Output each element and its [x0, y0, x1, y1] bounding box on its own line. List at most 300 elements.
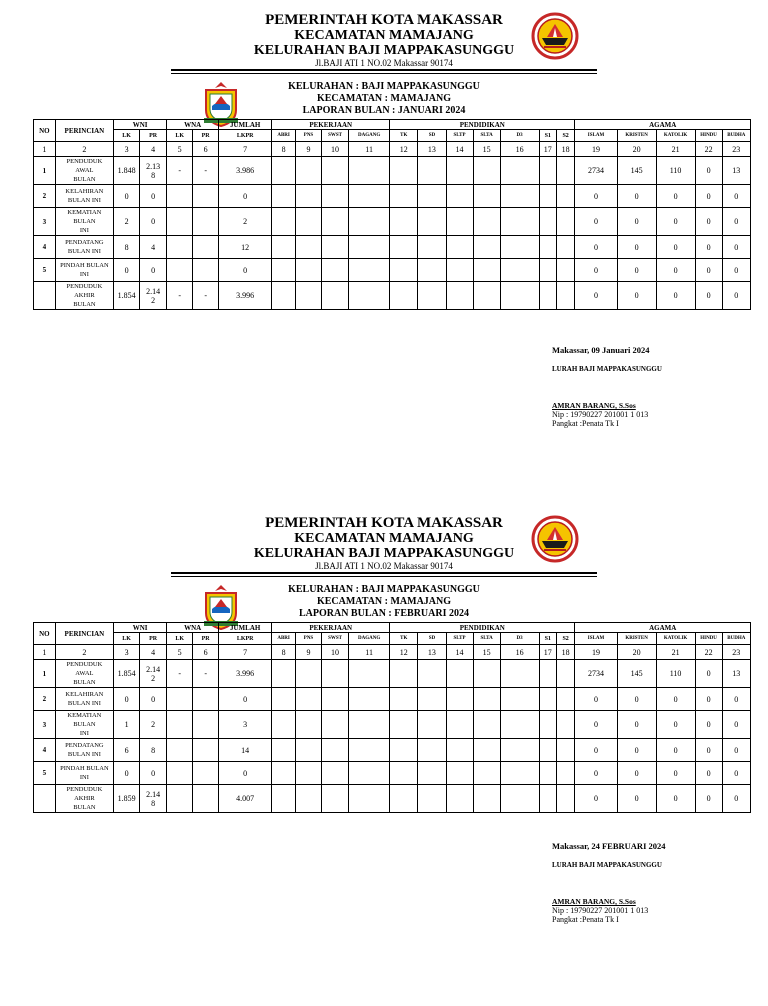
table-row: [34, 208, 751, 236]
column-number: 15: [473, 142, 500, 157]
cell-empty: [446, 660, 473, 688]
cell-empty: [446, 157, 473, 185]
cell-empty: [272, 236, 296, 259]
cell-empty: [539, 157, 556, 185]
cell-lkpr: 3.996: [219, 282, 272, 310]
column-number: 21: [656, 645, 695, 660]
cell-islam: 0: [575, 711, 617, 739]
column-number: 19: [575, 645, 617, 660]
cell-empty: [272, 282, 296, 310]
column-number: 4: [140, 645, 167, 660]
cell-empty: [349, 785, 390, 813]
column-number: 23: [722, 645, 750, 660]
cell-empty: [539, 259, 556, 282]
cell-empty: [500, 785, 539, 813]
cell-empty: [418, 688, 446, 711]
cell-empty: [272, 711, 296, 739]
cell-empty: [390, 208, 418, 236]
column-number-row: [34, 142, 751, 157]
cell-islam: 0: [575, 688, 617, 711]
header-rule-thin: [171, 576, 597, 577]
cell-empty: [473, 762, 500, 785]
cell-wna-lk: [167, 762, 193, 785]
cell-hindu: 0: [695, 739, 722, 762]
row-number: 3: [34, 711, 56, 739]
cell-empty: [321, 259, 348, 282]
cell-empty: [539, 185, 556, 208]
cell-empty: [321, 236, 348, 259]
cell-wni-pr: 2.14 2: [140, 282, 167, 310]
cell-empty: [390, 711, 418, 739]
sign-date: Makassar, 24 FEBRUARI 2024: [552, 841, 666, 851]
cell-hindu: 0: [695, 762, 722, 785]
sub-col-abri: ABRI: [272, 130, 296, 142]
cell-budha: 0: [722, 282, 750, 310]
header-rule-thin: [171, 73, 597, 74]
cell-empty: [473, 660, 500, 688]
cell-kristen: 0: [617, 785, 656, 813]
population-report-table: [33, 622, 751, 813]
column-number: 14: [446, 142, 473, 157]
cell-empty: [446, 785, 473, 813]
cell-wna-lk: [167, 208, 193, 236]
cell-empty: [500, 208, 539, 236]
column-number: 6: [193, 645, 219, 660]
cell-wni-lk: 2: [114, 208, 140, 236]
cell-lkpr: 12: [219, 236, 272, 259]
row-label: KELAHIRAN BULAN INI: [55, 185, 113, 208]
cell-empty: [349, 282, 390, 310]
cell-wna-pr: -: [193, 282, 219, 310]
header-district: KECAMATAN MAMAJANG: [294, 28, 474, 43]
cell-wni-pr: 2.13 8: [140, 157, 167, 185]
cell-empty: [446, 259, 473, 282]
cell-wni-pr: 0: [140, 259, 167, 282]
cell-budha: 0: [722, 711, 750, 739]
cell-wna-pr: -: [193, 660, 219, 688]
col-wni: WNI: [114, 120, 167, 130]
cell-empty: [473, 711, 500, 739]
cell-empty: [272, 208, 296, 236]
cell-empty: [390, 688, 418, 711]
cell-empty: [390, 282, 418, 310]
sign-title: LURAH BAJI MAPPAKASUNGGU: [552, 861, 662, 869]
cell-wna-pr: [193, 208, 219, 236]
col-wna: WNA: [167, 120, 219, 130]
row-label: PENDUDUK AKHIR BULAN: [55, 785, 113, 813]
cell-empty: [272, 259, 296, 282]
sub-col-pr: PR: [140, 633, 167, 645]
cell-wna-pr: [193, 785, 219, 813]
sub-col-sd: SD: [418, 130, 446, 142]
sign-rank: Pangkat :Penata Tk I: [552, 419, 619, 428]
cell-empty: [296, 282, 322, 310]
sub-col-dagang: DAGANG: [349, 633, 390, 645]
cell-empty: [539, 208, 556, 236]
cell-empty: [390, 762, 418, 785]
header-village: KELURAHAN BAJI MAPPAKASUNGGU: [253, 546, 515, 561]
cell-hindu: 0: [695, 711, 722, 739]
sub-col-pns: PNS: [296, 130, 322, 142]
sub-col-tk: TK: [390, 130, 418, 142]
header-address: Jl.BAJI ATI 1 NO.02 Makassar 90174: [315, 58, 453, 68]
cell-lkpr: 3.996: [219, 660, 272, 688]
sub-col-slta: SLTA: [473, 130, 500, 142]
cell-wna-pr: [193, 739, 219, 762]
cell-budha: 0: [722, 236, 750, 259]
sub-col-hindu: HINDU: [695, 130, 722, 142]
cell-empty: [272, 762, 296, 785]
cell-empty: [349, 208, 390, 236]
cell-wna-lk: [167, 785, 193, 813]
sign-nip: Nip : 19790227 201001 1 013: [552, 906, 649, 915]
column-number: 6: [193, 142, 219, 157]
row-label: PENDUDUK AWAL BULAN: [55, 660, 113, 688]
row-number: 1: [34, 157, 56, 185]
cell-empty: [556, 762, 574, 785]
cell-kristen: 145: [617, 157, 656, 185]
cell-wni-pr: 8: [140, 739, 167, 762]
cell-empty: [418, 208, 446, 236]
cell-wna-pr: [193, 236, 219, 259]
cell-empty: [556, 660, 574, 688]
cell-hindu: 0: [695, 282, 722, 310]
cell-empty: [500, 259, 539, 282]
cell-lkpr: 0: [219, 185, 272, 208]
header-government: PEMERINTAH KOTA MAKASSAR: [265, 12, 503, 28]
cell-budha: 0: [722, 739, 750, 762]
cell-hindu: 0: [695, 157, 722, 185]
cell-islam: 0: [575, 785, 617, 813]
column-number: 20: [617, 645, 656, 660]
subheader-district: KECAMATAN : MAMAJANG: [316, 93, 452, 104]
row-label: PENDUDUK AKHIR BULAN: [55, 282, 113, 310]
cell-empty: [500, 688, 539, 711]
sub-col-lk: LK: [167, 130, 193, 142]
cell-wna-lk: -: [167, 157, 193, 185]
sub-col-pr: PR: [193, 633, 219, 645]
cell-empty: [296, 660, 322, 688]
cell-budha: 0: [722, 185, 750, 208]
table-row: [34, 236, 751, 259]
column-number: 10: [321, 142, 348, 157]
cell-kristen: 0: [617, 185, 656, 208]
column-number: 17: [539, 645, 556, 660]
cell-wna-lk: [167, 185, 193, 208]
cell-empty: [556, 185, 574, 208]
cell-empty: [500, 762, 539, 785]
sub-col-tk: TK: [390, 633, 418, 645]
column-number: 9: [296, 645, 322, 660]
cell-katolik: 0: [656, 739, 695, 762]
cell-kristen: 0: [617, 739, 656, 762]
cell-empty: [296, 236, 322, 259]
cell-budha: 0: [722, 688, 750, 711]
row-label: PINDAH BULAN INI: [55, 762, 113, 785]
cell-wna-pr: -: [193, 157, 219, 185]
cell-wna-lk: [167, 259, 193, 282]
sub-col-budha: BUDHA: [722, 633, 750, 645]
sub-col-swst: SWST: [321, 130, 348, 142]
column-number: 11: [349, 142, 390, 157]
cell-empty: [446, 762, 473, 785]
cell-empty: [418, 236, 446, 259]
column-number: 5: [167, 645, 193, 660]
table-row: [34, 185, 751, 208]
cell-empty: [321, 185, 348, 208]
sub-col-islam: ISLAM: [575, 130, 617, 142]
cell-empty: [321, 660, 348, 688]
cell-empty: [539, 711, 556, 739]
column-number: 18: [556, 645, 574, 660]
cell-wna-pr: [193, 762, 219, 785]
cell-lkpr: 3.986: [219, 157, 272, 185]
cell-empty: [321, 282, 348, 310]
cell-empty: [349, 739, 390, 762]
cell-empty: [539, 282, 556, 310]
cell-hindu: 0: [695, 259, 722, 282]
cell-budha: 0: [722, 785, 750, 813]
cell-empty: [446, 688, 473, 711]
row-number: 3: [34, 208, 56, 236]
cell-empty: [556, 688, 574, 711]
column-number-row: [34, 645, 751, 660]
cell-wni-pr: 0: [140, 688, 167, 711]
cell-empty: [473, 157, 500, 185]
column-number: 2: [55, 142, 113, 157]
row-label: KEMATIAN BULAN INI: [55, 208, 113, 236]
sign-date: Makassar, 09 Januari 2024: [552, 345, 650, 355]
cell-islam: 2734: [575, 660, 617, 688]
col-agama: AGAMA: [575, 120, 751, 130]
cell-empty: [500, 185, 539, 208]
column-number: 20: [617, 142, 656, 157]
column-number: 17: [539, 142, 556, 157]
cell-empty: [418, 259, 446, 282]
sub-col-d3: D3: [500, 633, 539, 645]
col-jumlah: JUMLAH: [219, 120, 272, 130]
header-rule-thick: [171, 572, 597, 574]
cell-empty: [418, 762, 446, 785]
cell-islam: 0: [575, 739, 617, 762]
cell-empty: [473, 688, 500, 711]
cell-empty: [500, 157, 539, 185]
cell-wna-lk: -: [167, 660, 193, 688]
table-row: [34, 282, 751, 310]
column-number: 2: [55, 645, 113, 660]
col-jumlah: JUMLAH: [219, 623, 272, 633]
column-number: 16: [500, 645, 539, 660]
cell-kristen: 0: [617, 259, 656, 282]
cell-islam: 2734: [575, 157, 617, 185]
cell-empty: [272, 157, 296, 185]
city-emblem-icon: [531, 515, 579, 563]
cell-katolik: 110: [656, 157, 695, 185]
cell-empty: [418, 157, 446, 185]
cell-wni-pr: 0: [140, 208, 167, 236]
table-row: [34, 688, 751, 711]
col-pendidikan: PENDIDIKAN: [390, 623, 575, 633]
col-no: NO: [34, 623, 56, 645]
cell-wna-pr: [193, 711, 219, 739]
column-number: 11: [349, 645, 390, 660]
cell-empty: [321, 785, 348, 813]
cell-hindu: 0: [695, 688, 722, 711]
row-label: KEMATIAN BULAN INI: [55, 711, 113, 739]
col-pekerjaan: PEKERJAAN: [272, 623, 390, 633]
cell-empty: [390, 236, 418, 259]
cell-empty: [556, 785, 574, 813]
cell-empty: [321, 739, 348, 762]
column-number: 9: [296, 142, 322, 157]
cell-empty: [321, 208, 348, 236]
cell-kristen: 145: [617, 660, 656, 688]
subheader-village: KELURAHAN : BAJI MAPPAKASUNGGU: [288, 584, 480, 595]
column-number: 13: [418, 142, 446, 157]
row-label: PENDATANG BULAN INI: [55, 739, 113, 762]
cell-katolik: 0: [656, 762, 695, 785]
cell-empty: [556, 282, 574, 310]
sub-col-d3: D3: [500, 130, 539, 142]
sub-col-lk: LK: [114, 130, 140, 142]
cell-hindu: 0: [695, 660, 722, 688]
cell-kristen: 0: [617, 762, 656, 785]
sub-col-s1: S1: [539, 130, 556, 142]
column-number: 12: [390, 142, 418, 157]
row-number: 1: [34, 660, 56, 688]
cell-wna-lk: -: [167, 282, 193, 310]
sign-nip: Nip : 19790227 201001 1 013: [552, 410, 649, 419]
sub-col-s2: S2: [556, 130, 574, 142]
cell-empty: [349, 157, 390, 185]
cell-katolik: 0: [656, 236, 695, 259]
cell-empty: [321, 157, 348, 185]
column-number: 1: [34, 142, 56, 157]
row-number: [34, 785, 56, 813]
row-number: [34, 282, 56, 310]
cell-wni-lk: 0: [114, 762, 140, 785]
row-number: 4: [34, 236, 56, 259]
cell-kristen: 0: [617, 711, 656, 739]
cell-empty: [296, 739, 322, 762]
cell-empty: [446, 739, 473, 762]
cell-empty: [390, 185, 418, 208]
cell-wni-pr: 2.14 2: [140, 660, 167, 688]
cell-empty: [446, 236, 473, 259]
cell-budha: 0: [722, 259, 750, 282]
row-number: 2: [34, 185, 56, 208]
cell-wni-lk: 1.848: [114, 157, 140, 185]
signature-block: [552, 346, 662, 428]
cell-islam: 0: [575, 208, 617, 236]
col-perincian: PERINCIAN: [55, 120, 113, 142]
sub-col-budha: BUDHA: [722, 130, 750, 142]
cell-katolik: 110: [656, 660, 695, 688]
col-pekerjaan: PEKERJAAN: [272, 120, 390, 130]
table-row: [34, 785, 751, 813]
sub-col-hindu: HINDU: [695, 633, 722, 645]
table-row: [34, 739, 751, 762]
cell-wna-pr: [193, 688, 219, 711]
table-row: [34, 259, 751, 282]
cell-wni-pr: 0: [140, 762, 167, 785]
cell-empty: [272, 739, 296, 762]
col-agama: AGAMA: [575, 623, 751, 633]
cell-empty: [390, 259, 418, 282]
cell-islam: 0: [575, 185, 617, 208]
cell-empty: [473, 739, 500, 762]
cell-empty: [539, 785, 556, 813]
cell-kristen: 0: [617, 236, 656, 259]
cell-hindu: 0: [695, 785, 722, 813]
table-row: [34, 660, 751, 688]
cell-empty: [446, 208, 473, 236]
row-label: PINDAH BULAN INI: [55, 259, 113, 282]
cell-empty: [500, 739, 539, 762]
sub-col-s1: S1: [539, 633, 556, 645]
cell-empty: [556, 711, 574, 739]
cell-wni-pr: 0: [140, 185, 167, 208]
table-row: [34, 157, 751, 185]
column-number: 8: [272, 142, 296, 157]
cell-empty: [418, 282, 446, 310]
cell-budha: 13: [722, 157, 750, 185]
sub-col-pns: PNS: [296, 633, 322, 645]
column-number: 5: [167, 142, 193, 157]
column-number: 23: [722, 142, 750, 157]
cell-empty: [500, 282, 539, 310]
cell-empty: [349, 711, 390, 739]
sub-header-row: [34, 130, 751, 142]
sign-title: LURAH BAJI MAPPAKASUNGGU: [552, 365, 662, 373]
sub-col-kristen: KRISTEN: [617, 130, 656, 142]
cell-empty: [272, 785, 296, 813]
row-label: PENDATANG BULAN INI: [55, 236, 113, 259]
cell-empty: [539, 236, 556, 259]
cell-islam: 0: [575, 236, 617, 259]
cell-empty: [446, 282, 473, 310]
row-number: 5: [34, 762, 56, 785]
cell-wna-lk: [167, 688, 193, 711]
column-number: 14: [446, 645, 473, 660]
cell-empty: [473, 259, 500, 282]
cell-empty: [539, 762, 556, 785]
cell-kristen: 0: [617, 282, 656, 310]
subheader-period: LAPORAN BULAN : JANUARI 2024: [302, 105, 466, 116]
cell-empty: [390, 739, 418, 762]
cell-lkpr: 2: [219, 208, 272, 236]
header-address: Jl.BAJI ATI 1 NO.02 Makassar 90174: [315, 561, 453, 571]
col-perincian: PERINCIAN: [55, 623, 113, 645]
cell-kristen: 0: [617, 688, 656, 711]
cell-katolik: 0: [656, 208, 695, 236]
cell-wni-lk: 0: [114, 185, 140, 208]
cell-empty: [556, 208, 574, 236]
column-number: 7: [219, 645, 272, 660]
column-number: 4: [140, 142, 167, 157]
column-number: 19: [575, 142, 617, 157]
cell-budha: 0: [722, 762, 750, 785]
cell-empty: [321, 762, 348, 785]
sub-col-swst: SWST: [321, 633, 348, 645]
sub-col-katolik: KATOLIK: [656, 633, 695, 645]
cell-empty: [296, 762, 322, 785]
cell-wni-pr: 4: [140, 236, 167, 259]
cell-wni-lk: 0: [114, 259, 140, 282]
table-row: [34, 711, 751, 739]
cell-empty: [349, 236, 390, 259]
column-number: 22: [695, 142, 722, 157]
